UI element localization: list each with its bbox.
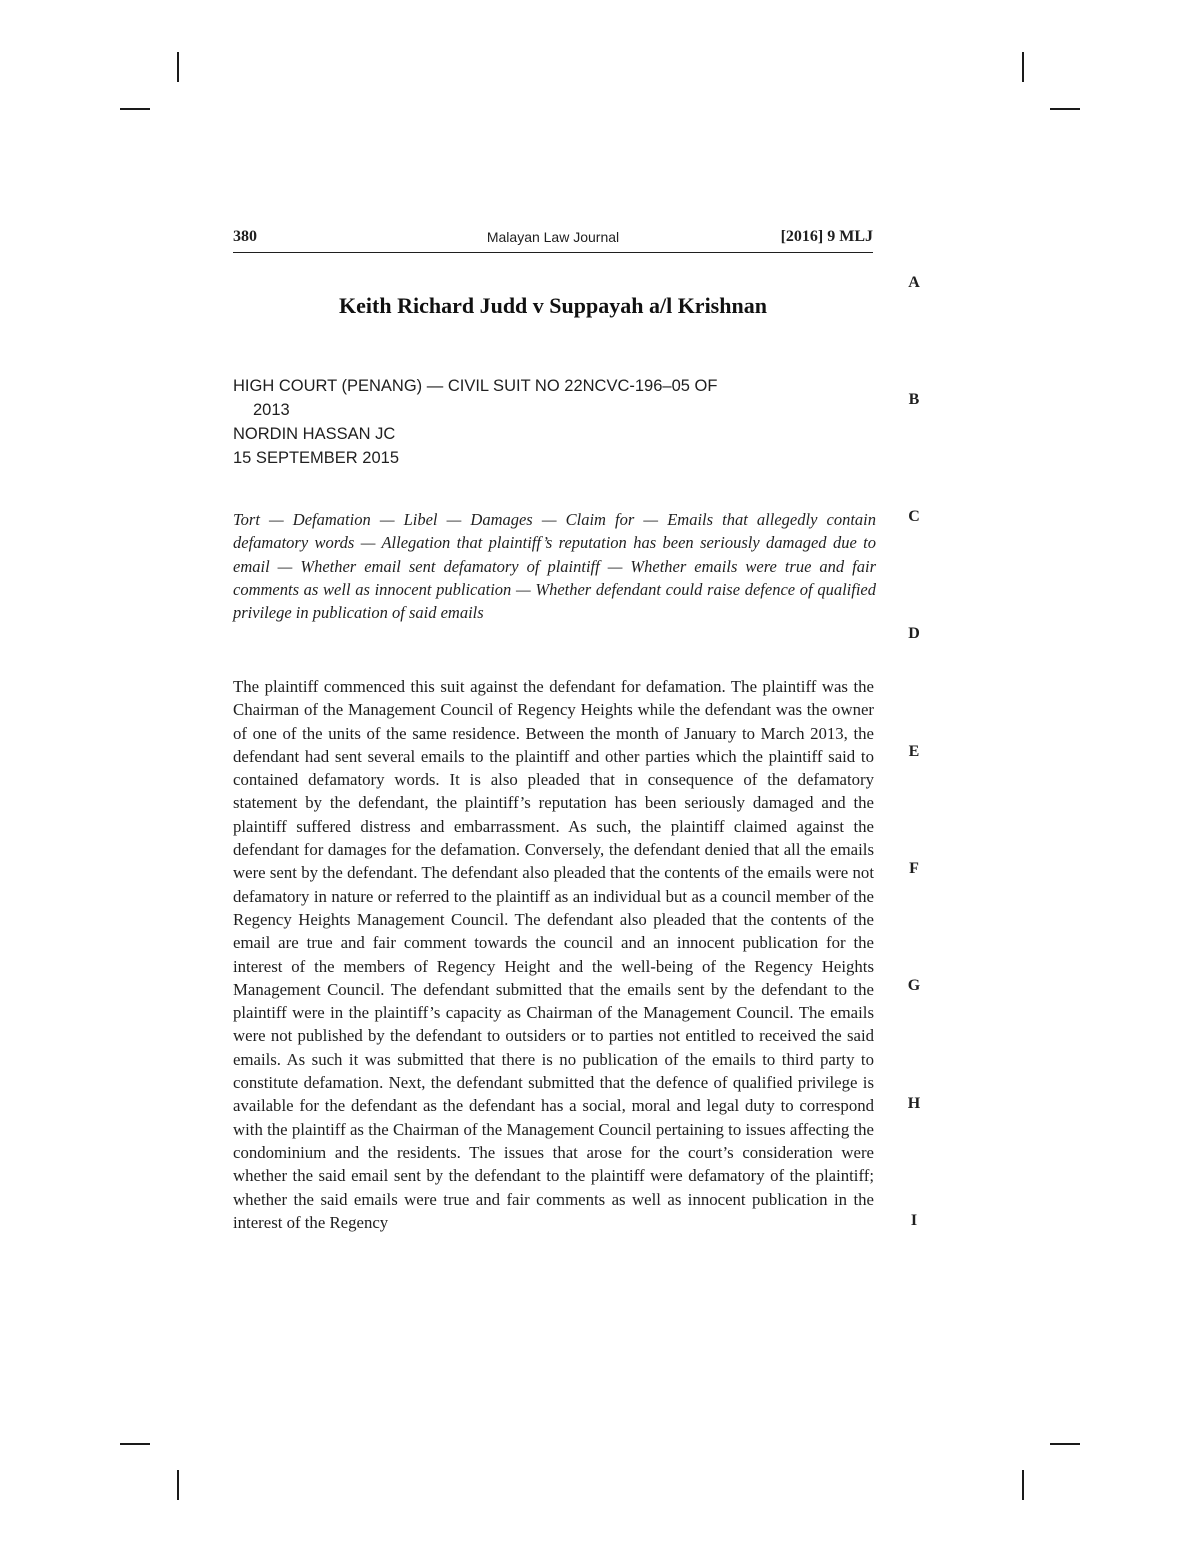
- crop-mark-top-left-horizontal: [120, 108, 150, 110]
- crop-mark-bottom-left-vertical: [177, 1470, 179, 1500]
- running-header: [233, 226, 873, 250]
- margin-letter-g: G: [907, 977, 921, 994]
- crop-mark-bottom-right-vertical: [1022, 1470, 1024, 1500]
- margin-letter-e: E: [908, 743, 920, 760]
- crop-mark-top-right-vertical: [1022, 52, 1024, 82]
- catchwords: Tort — Defamation — Libel — Damages — Claim for — Emails that allegedly contain defamatory words — Allegation that plaintiff’s reputation has been seriously damaged due to email — Whether email sent defamatory of plaintiff — Whether emails were true and fair comments as well as innocent publication — Whether defendant could raise defence of qualified privilege in publication of said emails: [233, 510, 876, 623]
- header-rule: [233, 252, 873, 253]
- judge-name: NORDIN HASSAN JC: [233, 425, 396, 443]
- margin-letter-a: A: [908, 274, 920, 291]
- headnote-paragraph: The plaintiff commenced this suit against the defendant for defamation. The plaintiff was the Chairman of the Management Council of Regency Heights while the defendant was the owner of one of the units of the same residence. Between the month of January to March 2013, the defendant had sent several emails to the plaintiff and other parties which the plaintiff said to contained defamatory words. It is also pleaded that in consequence of the defamatory statement by the defendant, the plaintiff’s reputation has been seriously damaged and the plaintiff suffered distress and embarrassment. As such, the plaintiff claimed against the defendant for damages for the defamation. Conversely, the defendant denied that all the emails were sent by the defendant. The defendant also pleaded that the contents of the emails were not defamatory in nature or referred to the plaintiff as an individual but as a council member of the Regency Heights Management Council. The defendant also pleaded that the contents of the email are true and fair comment towards the council and an innocent publication for the interest of the members of Regency Height and the well-being of the Regency Heights Management Council. The defendant submitted that the emails sent by the defendant to the plaintiff were in the plaintiff’s capacity as Chairman of the Management Council. The emails were not published by the defendant to outsiders or to parties not entitled to received the said emails. As such it was submitted that there is no publication of the emails to third party to constitute defamation. Next, the defendant submitted that the defence of qualified privilege is available for the defendant as the defendant has a social, moral and legal duty to correspond with the plaintiff as the Chairman of the Management Council pertaining to issues affecting the condominium and the residents. The issues that arose for the court’s consideration were whether the said email sent by the defendant to the plaintiff were defamatory of the plaintiff; whether the said emails were true and fair comments as well as innocent publication in the interest of the Regency: [233, 677, 874, 1232]
- journal-citation: [2016] 9 MLJ: [780, 228, 873, 245]
- page-number: 380: [233, 228, 257, 245]
- margin-letter-c: C: [908, 508, 920, 525]
- crop-mark-bottom-right-horizontal: [1050, 1443, 1080, 1445]
- crop-mark-top-left-vertical: [177, 52, 179, 82]
- court-details: [233, 374, 878, 470]
- decision-date: 15 SEPTEMBER 2015: [233, 449, 399, 467]
- margin-letter-d: D: [908, 625, 920, 642]
- crop-mark-top-right-horizontal: [1050, 108, 1080, 110]
- journal-name: Malayan Law Journal: [486, 229, 620, 245]
- crop-mark-bottom-left-horizontal: [120, 1443, 150, 1445]
- margin-letter-b: B: [908, 391, 920, 408]
- margin-letter-i: I: [910, 1212, 918, 1229]
- margin-letter-f: F: [909, 860, 919, 877]
- court-suit-year: 2013: [253, 401, 290, 419]
- court-suit-line: HIGH COURT (PENANG) — CIVIL SUIT NO 22NCVC-196–05 OF: [233, 377, 718, 395]
- case-title: Keith Richard Judd v Suppayah a/l Krishnan: [339, 293, 767, 318]
- margin-letter-h: H: [907, 1095, 921, 1112]
